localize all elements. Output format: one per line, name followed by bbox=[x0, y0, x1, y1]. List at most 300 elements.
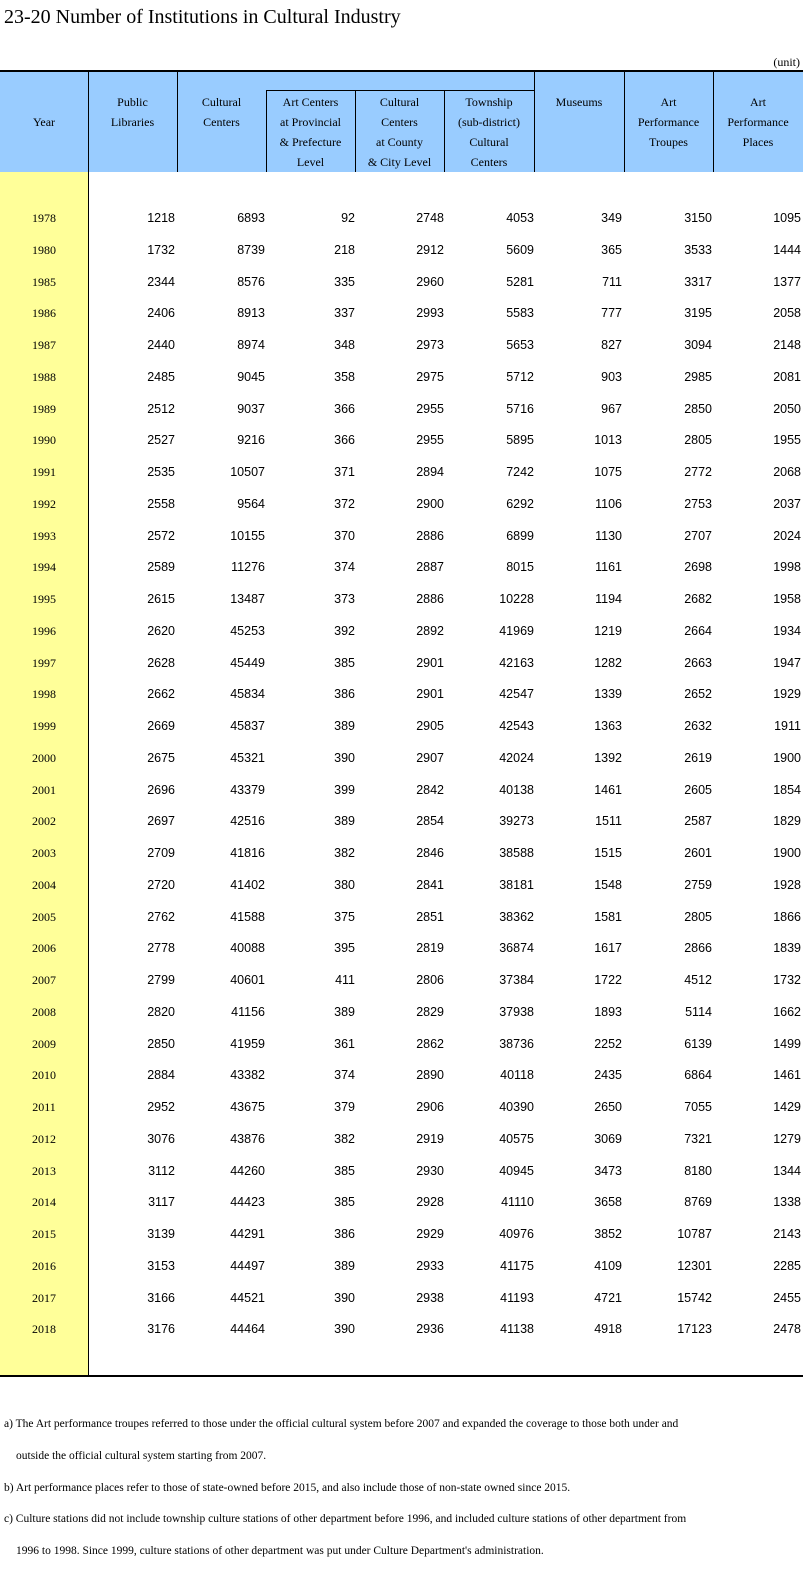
value-cell-art-performance-troupes: 2605 bbox=[684, 782, 712, 797]
table-row bbox=[0, 335, 803, 355]
column-header-line: Libraries bbox=[110, 115, 155, 129]
column-header-line: at County bbox=[376, 135, 423, 149]
year-cell: 2013 bbox=[32, 1163, 56, 1178]
table-row bbox=[0, 970, 803, 990]
column-header-line: Centers bbox=[203, 115, 240, 129]
value-cell-public-libraries: 2720 bbox=[147, 877, 175, 892]
table-row bbox=[0, 653, 803, 673]
value-cell-township-cultural-centers: 7242 bbox=[506, 465, 534, 479]
value-cell-public-libraries: 2620 bbox=[147, 623, 175, 638]
value-cell-art-centers-provincial: 337 bbox=[334, 306, 355, 321]
value-cell-museums: 1130 bbox=[595, 528, 622, 543]
value-cell-township-cultural-centers: 5895 bbox=[506, 433, 534, 448]
value-cell-art-centers-provincial: 389 bbox=[334, 719, 355, 733]
value-cell-public-libraries: 2675 bbox=[147, 750, 175, 765]
value-cell-township-cultural-centers: 8015 bbox=[506, 560, 534, 575]
value-cell-public-libraries: 1732 bbox=[147, 242, 175, 257]
value-cell-public-libraries: 3139 bbox=[147, 1227, 175, 1241]
value-cell-art-performance-troupes: 3533 bbox=[684, 242, 712, 257]
value-cell-cultural-centers-county: 2936 bbox=[416, 1322, 444, 1337]
value-cell-art-centers-provincial: 392 bbox=[334, 623, 355, 638]
value-cell-museums: 1363 bbox=[594, 719, 622, 733]
value-cell-township-cultural-centers: 5281 bbox=[506, 274, 534, 289]
value-cell-public-libraries: 2884 bbox=[147, 1068, 175, 1083]
value-cell-township-cultural-centers: 39273 bbox=[499, 814, 534, 829]
value-cell-township-cultural-centers: 42547 bbox=[499, 687, 534, 702]
value-cell-art-performance-places: 1854 bbox=[773, 782, 801, 797]
table-row bbox=[0, 303, 803, 323]
table-row bbox=[0, 684, 803, 704]
value-cell-museums: 1581 bbox=[594, 909, 622, 924]
table-bottom-rule bbox=[0, 1375, 803, 1377]
value-cell-art-performance-troupes: 15742 bbox=[677, 1290, 712, 1305]
column-header-art-centers-provincial bbox=[266, 92, 355, 172]
value-cell-art-performance-troupes: 2632 bbox=[684, 719, 712, 733]
value-cell-art-centers-provincial: 92 bbox=[341, 211, 355, 225]
value-cell-cultural-centers-county: 2892 bbox=[416, 623, 444, 638]
value-cell-art-performance-places: 2037 bbox=[773, 496, 801, 511]
value-cell-museums: 903 bbox=[601, 369, 622, 384]
value-cell-museums: 827 bbox=[601, 338, 622, 352]
value-cell-art-centers-provincial: 382 bbox=[334, 846, 355, 860]
value-cell-cultural-centers: 9216 bbox=[237, 433, 265, 448]
value-cell-cultural-centers-county: 2933 bbox=[416, 1258, 444, 1273]
value-cell-art-centers-provincial: 386 bbox=[334, 1227, 355, 1241]
value-cell-art-performance-troupes: 2866 bbox=[684, 941, 712, 956]
year-cell: 2005 bbox=[32, 909, 56, 924]
table-row bbox=[0, 780, 803, 800]
table-row bbox=[0, 462, 803, 482]
value-cell-cultural-centers: 9045 bbox=[237, 369, 265, 384]
value-cell-art-performance-places: 1338 bbox=[773, 1195, 801, 1210]
value-cell-cultural-centers: 45449 bbox=[230, 655, 265, 670]
value-cell-art-performance-places: 1344 bbox=[773, 1163, 801, 1178]
year-cell: 1990 bbox=[32, 433, 56, 448]
column-header-line: Year bbox=[32, 115, 56, 129]
value-cell-public-libraries: 2572 bbox=[147, 528, 175, 543]
value-cell-cultural-centers: 11276 bbox=[231, 560, 265, 575]
value-cell-cultural-centers: 10155 bbox=[230, 528, 265, 543]
value-cell-art-centers-provincial: 335 bbox=[334, 274, 355, 289]
value-cell-museums: 1617 bbox=[594, 941, 622, 956]
value-cell-public-libraries: 2820 bbox=[147, 1004, 175, 1019]
year-cell: 2009 bbox=[32, 1036, 56, 1051]
value-cell-museums: 3852 bbox=[594, 1227, 622, 1241]
year-cell: 2007 bbox=[32, 973, 56, 987]
value-cell-public-libraries: 2589 bbox=[147, 560, 175, 575]
value-cell-township-cultural-centers: 5653 bbox=[506, 338, 534, 352]
value-cell-public-libraries: 2558 bbox=[147, 496, 175, 511]
year-cell: 1988 bbox=[32, 369, 56, 384]
column-header-line: Centers bbox=[470, 155, 508, 169]
value-cell-public-libraries: 2799 bbox=[147, 973, 175, 987]
table-row bbox=[0, 875, 803, 895]
table-row bbox=[0, 240, 803, 260]
header-subgroup-line bbox=[266, 90, 534, 91]
value-cell-art-performance-troupes: 2698 bbox=[684, 560, 712, 575]
value-cell-cultural-centers-county: 2886 bbox=[416, 528, 444, 543]
year-cell: 1978 bbox=[32, 211, 56, 225]
value-cell-art-performance-troupes: 3150 bbox=[684, 211, 712, 225]
value-cell-public-libraries: 2344 bbox=[147, 274, 175, 289]
value-cell-public-libraries: 2527 bbox=[147, 433, 175, 448]
value-cell-museums: 3069 bbox=[594, 1131, 622, 1146]
column-header-line: Performance bbox=[727, 115, 789, 129]
value-cell-cultural-centers: 9037 bbox=[237, 401, 265, 416]
year-cell: 2017 bbox=[32, 1290, 56, 1305]
table-row bbox=[0, 716, 803, 736]
value-cell-art-performance-places: 1732 bbox=[773, 973, 801, 987]
value-cell-cultural-centers: 8974 bbox=[237, 338, 265, 352]
value-cell-art-centers-provincial: 389 bbox=[334, 1258, 355, 1273]
value-cell-township-cultural-centers: 37938 bbox=[499, 1004, 534, 1019]
value-cell-public-libraries: 2850 bbox=[147, 1036, 175, 1051]
value-cell-art-centers-provincial: 366 bbox=[334, 433, 355, 448]
value-cell-art-performance-places: 1911 bbox=[774, 719, 801, 733]
column-header-cultural-centers-county bbox=[355, 92, 444, 172]
value-cell-art-performance-places: 1499 bbox=[773, 1036, 801, 1051]
table-row bbox=[0, 557, 803, 577]
column-header-public-libraries bbox=[88, 92, 177, 132]
value-cell-cultural-centers: 41156 bbox=[231, 1004, 265, 1019]
value-cell-public-libraries: 2406 bbox=[147, 306, 175, 321]
value-cell-public-libraries: 2512 bbox=[147, 401, 175, 416]
value-cell-township-cultural-centers: 41138 bbox=[500, 1322, 534, 1337]
year-cell: 1989 bbox=[32, 401, 56, 416]
value-cell-museums: 349 bbox=[601, 211, 622, 225]
value-cell-township-cultural-centers: 41175 bbox=[500, 1258, 534, 1273]
value-cell-art-performance-troupes: 2587 bbox=[684, 814, 712, 829]
value-cell-cultural-centers-county: 2930 bbox=[416, 1163, 444, 1178]
value-cell-township-cultural-centers: 6899 bbox=[506, 528, 534, 543]
year-cell: 1998 bbox=[32, 687, 56, 702]
table-top-rule bbox=[0, 70, 803, 72]
table-row bbox=[0, 748, 803, 768]
value-cell-township-cultural-centers: 40976 bbox=[499, 1227, 534, 1241]
value-cell-township-cultural-centers: 6292 bbox=[506, 496, 534, 511]
table-row bbox=[0, 1161, 803, 1181]
value-cell-art-centers-provincial: 361 bbox=[334, 1036, 355, 1051]
year-cell: 2010 bbox=[32, 1068, 56, 1083]
value-cell-art-centers-provincial: 395 bbox=[334, 941, 355, 956]
value-cell-art-performance-troupes: 2753 bbox=[684, 496, 712, 511]
value-cell-art-centers-provincial: 390 bbox=[334, 1322, 355, 1337]
value-cell-art-performance-troupes: 2772 bbox=[684, 465, 712, 479]
value-cell-art-performance-troupes: 2759 bbox=[684, 877, 712, 892]
value-cell-public-libraries: 2669 bbox=[147, 719, 175, 733]
year-cell: 1994 bbox=[32, 560, 56, 575]
value-cell-art-performance-troupes: 7321 bbox=[684, 1131, 712, 1146]
column-header-art-performance-troupes bbox=[624, 92, 713, 152]
value-cell-public-libraries: 3176 bbox=[147, 1322, 175, 1337]
value-cell-cultural-centers-county: 2907 bbox=[416, 750, 444, 765]
table-row bbox=[0, 621, 803, 641]
value-cell-art-performance-places: 2285 bbox=[773, 1258, 801, 1273]
value-cell-art-centers-provincial: 380 bbox=[334, 877, 355, 892]
value-cell-cultural-centers-county: 2806 bbox=[416, 973, 444, 987]
table-row bbox=[0, 1129, 803, 1149]
value-cell-art-centers-provincial: 385 bbox=[334, 1163, 355, 1178]
value-cell-cultural-centers-county: 2829 bbox=[416, 1004, 444, 1019]
value-cell-art-centers-provincial: 371 bbox=[334, 465, 355, 479]
value-cell-cultural-centers-county: 2975 bbox=[416, 369, 444, 384]
value-cell-township-cultural-centers: 38362 bbox=[499, 909, 534, 924]
value-cell-museums: 2252 bbox=[594, 1036, 622, 1051]
value-cell-public-libraries: 2662 bbox=[147, 687, 175, 702]
value-cell-cultural-centers: 6893 bbox=[237, 211, 265, 225]
year-cell: 2006 bbox=[32, 941, 56, 956]
table-row bbox=[0, 1288, 803, 1308]
value-cell-art-performance-troupes: 2652 bbox=[684, 687, 712, 702]
value-cell-art-centers-provincial: 218 bbox=[334, 242, 355, 257]
value-cell-cultural-centers-county: 2819 bbox=[416, 941, 444, 956]
value-cell-museums: 1161 bbox=[595, 560, 622, 575]
value-cell-art-performance-places: 1279 bbox=[773, 1131, 801, 1146]
column-header-line: Museums bbox=[555, 95, 603, 109]
value-cell-township-cultural-centers: 42024 bbox=[499, 750, 534, 765]
value-cell-cultural-centers-county: 2938 bbox=[416, 1290, 444, 1305]
value-cell-museums: 3473 bbox=[594, 1163, 622, 1178]
value-cell-art-performance-troupes: 2664 bbox=[684, 623, 712, 638]
value-cell-township-cultural-centers: 10228 bbox=[499, 592, 534, 606]
value-cell-art-performance-places: 1958 bbox=[773, 592, 801, 606]
column-header-line: Centers bbox=[381, 115, 418, 129]
value-cell-museums: 1511 bbox=[595, 814, 622, 829]
value-cell-township-cultural-centers: 38736 bbox=[499, 1036, 534, 1051]
value-cell-art-performance-places: 1900 bbox=[773, 846, 801, 860]
value-cell-art-centers-provincial: 389 bbox=[334, 1004, 355, 1019]
page-title: 23-20 Number of Institutions in Cultural Industry bbox=[4, 6, 401, 28]
value-cell-art-centers-provincial: 379 bbox=[334, 1100, 355, 1114]
table-row bbox=[0, 399, 803, 419]
column-header-year bbox=[0, 112, 88, 132]
year-cell: 2015 bbox=[32, 1227, 56, 1241]
value-cell-art-centers-provincial: 390 bbox=[334, 750, 355, 765]
value-cell-cultural-centers-county: 2919 bbox=[416, 1131, 444, 1146]
value-cell-art-performance-places: 1829 bbox=[773, 814, 801, 829]
value-cell-cultural-centers-county: 2841 bbox=[416, 877, 444, 892]
value-cell-art-centers-provincial: 366 bbox=[334, 401, 355, 416]
value-cell-township-cultural-centers: 38588 bbox=[499, 846, 534, 860]
value-cell-township-cultural-centers: 40118 bbox=[500, 1068, 534, 1083]
value-cell-township-cultural-centers: 5716 bbox=[506, 401, 534, 416]
value-cell-museums: 1106 bbox=[595, 496, 622, 511]
column-header-line: Public bbox=[117, 95, 148, 109]
value-cell-public-libraries: 2485 bbox=[147, 369, 175, 384]
value-cell-township-cultural-centers: 5583 bbox=[506, 306, 534, 321]
value-cell-museums: 4721 bbox=[594, 1290, 622, 1305]
value-cell-cultural-centers-county: 2973 bbox=[416, 338, 444, 352]
value-cell-cultural-centers-county: 2900 bbox=[416, 496, 444, 511]
value-cell-art-centers-provincial: 348 bbox=[334, 338, 355, 352]
value-cell-museums: 365 bbox=[601, 242, 622, 257]
value-cell-cultural-centers: 9564 bbox=[237, 496, 265, 511]
table-row bbox=[0, 938, 803, 958]
value-cell-cultural-centers-county: 2748 bbox=[416, 211, 444, 225]
value-cell-township-cultural-centers: 5609 bbox=[506, 242, 534, 257]
value-cell-museums: 1722 bbox=[594, 973, 622, 987]
value-cell-cultural-centers-county: 2894 bbox=[416, 465, 444, 479]
year-cell: 1992 bbox=[32, 496, 56, 511]
value-cell-art-performance-troupes: 7055 bbox=[684, 1100, 712, 1114]
value-cell-art-performance-places: 1947 bbox=[773, 655, 801, 670]
value-cell-township-cultural-centers: 37384 bbox=[499, 973, 534, 987]
value-cell-art-centers-provincial: 375 bbox=[334, 909, 355, 924]
value-cell-art-centers-provincial: 382 bbox=[334, 1131, 355, 1146]
column-header-art-performance-places bbox=[713, 92, 803, 152]
year-cell: 2003 bbox=[32, 846, 56, 860]
year-cell: 2014 bbox=[32, 1195, 56, 1210]
value-cell-art-performance-places: 1461 bbox=[773, 1068, 801, 1083]
value-cell-museums: 1219 bbox=[594, 623, 622, 638]
value-cell-public-libraries: 2952 bbox=[147, 1100, 175, 1114]
year-cell: 2016 bbox=[32, 1258, 56, 1273]
year-cell: 1996 bbox=[32, 623, 56, 638]
year-cell: 2018 bbox=[32, 1322, 56, 1337]
value-cell-cultural-centers-county: 2993 bbox=[416, 306, 444, 321]
column-header-line: Level bbox=[296, 155, 325, 169]
value-cell-public-libraries: 3166 bbox=[147, 1290, 175, 1305]
table-row bbox=[0, 1319, 803, 1339]
value-cell-cultural-centers: 44423 bbox=[230, 1195, 265, 1210]
value-cell-cultural-centers: 41402 bbox=[230, 877, 265, 892]
column-header-line: at Provincial bbox=[280, 115, 341, 129]
value-cell-public-libraries: 2440 bbox=[147, 338, 175, 352]
footnote-a-continued: outside the official cultural system starting from 2007. bbox=[16, 1450, 267, 1462]
value-cell-public-libraries: 3076 bbox=[147, 1131, 175, 1146]
column-header-line: & City Level bbox=[367, 155, 432, 169]
value-cell-art-performance-places: 2148 bbox=[773, 338, 801, 352]
column-header-line: & Prefecture bbox=[279, 135, 342, 149]
value-cell-public-libraries: 2709 bbox=[147, 846, 175, 860]
footnote-c-continued: 1996 to 1998. Since 1999, culture stations of other department was put under Culture Department's administration. bbox=[16, 1545, 544, 1557]
value-cell-art-performance-troupes: 17123 bbox=[677, 1322, 712, 1337]
value-cell-art-performance-places: 1928 bbox=[773, 877, 801, 892]
column-header-line: Art bbox=[750, 95, 766, 109]
value-cell-cultural-centers: 43876 bbox=[230, 1131, 265, 1146]
value-cell-art-performance-troupes: 12301 bbox=[677, 1258, 712, 1273]
table-row bbox=[0, 367, 803, 387]
value-cell-art-performance-troupes: 10787 bbox=[677, 1227, 712, 1241]
value-cell-art-performance-places: 1866 bbox=[773, 909, 801, 924]
value-cell-township-cultural-centers: 41110 bbox=[501, 1195, 534, 1210]
value-cell-art-centers-provincial: 374 bbox=[334, 1068, 355, 1083]
value-cell-museums: 777 bbox=[601, 306, 622, 321]
table-row bbox=[0, 843, 803, 863]
value-cell-museums: 1548 bbox=[594, 877, 622, 892]
value-cell-cultural-centers: 43675 bbox=[230, 1100, 265, 1114]
value-cell-art-performance-troupes: 2805 bbox=[684, 909, 712, 924]
value-cell-art-performance-places: 2143 bbox=[773, 1227, 801, 1241]
value-cell-art-centers-provincial: 370 bbox=[334, 528, 355, 543]
table-row bbox=[0, 208, 803, 228]
value-cell-cultural-centers-county: 2928 bbox=[416, 1195, 444, 1210]
value-cell-cultural-centers-county: 2854 bbox=[416, 814, 444, 829]
value-cell-public-libraries: 1218 bbox=[147, 211, 175, 225]
value-cell-public-libraries: 2697 bbox=[147, 814, 175, 829]
table-row bbox=[0, 526, 803, 546]
value-cell-cultural-centers: 41588 bbox=[230, 909, 265, 924]
value-cell-cultural-centers-county: 2886 bbox=[416, 592, 444, 606]
value-cell-cultural-centers-county: 2905 bbox=[416, 719, 444, 733]
year-cell: 1997 bbox=[32, 655, 56, 670]
value-cell-public-libraries: 3112 bbox=[148, 1163, 175, 1178]
value-cell-art-performance-troupes: 3317 bbox=[684, 274, 712, 289]
value-cell-art-centers-provincial: 374 bbox=[334, 560, 355, 575]
table-row bbox=[0, 1192, 803, 1212]
column-header-line: Art bbox=[660, 95, 677, 109]
value-cell-public-libraries: 2615 bbox=[147, 592, 175, 606]
value-cell-art-performance-troupes: 2601 bbox=[684, 846, 712, 860]
value-cell-township-cultural-centers: 38181 bbox=[499, 877, 534, 892]
value-cell-art-centers-provincial: 358 bbox=[334, 369, 355, 384]
value-cell-cultural-centers: 45321 bbox=[230, 750, 265, 765]
value-cell-cultural-centers: 13487 bbox=[230, 592, 265, 606]
value-cell-cultural-centers: 44497 bbox=[230, 1258, 265, 1273]
value-cell-township-cultural-centers: 40945 bbox=[499, 1163, 534, 1178]
value-cell-art-performance-troupes: 2663 bbox=[684, 655, 712, 670]
value-cell-township-cultural-centers: 41193 bbox=[500, 1290, 534, 1305]
table-row bbox=[0, 430, 803, 450]
value-cell-cultural-centers-county: 2901 bbox=[416, 655, 444, 670]
value-cell-township-cultural-centers: 40138 bbox=[499, 782, 534, 797]
value-cell-cultural-centers: 44260 bbox=[230, 1163, 265, 1178]
value-cell-art-performance-places: 1839 bbox=[773, 941, 801, 956]
value-cell-public-libraries: 2762 bbox=[147, 909, 175, 924]
value-cell-cultural-centers: 10507 bbox=[230, 465, 265, 479]
column-header-museums bbox=[534, 92, 624, 112]
table-row bbox=[0, 589, 803, 609]
value-cell-cultural-centers-county: 2960 bbox=[416, 274, 444, 289]
value-cell-museums: 1392 bbox=[594, 750, 622, 765]
value-cell-cultural-centers-county: 2887 bbox=[416, 560, 444, 575]
year-cell: 1991 bbox=[32, 465, 56, 479]
value-cell-art-performance-troupes: 2682 bbox=[684, 592, 712, 606]
value-cell-cultural-centers: 44521 bbox=[230, 1290, 265, 1305]
value-cell-cultural-centers: 45253 bbox=[230, 623, 265, 638]
value-cell-art-performance-places: 2058 bbox=[773, 306, 801, 321]
value-cell-cultural-centers: 8576 bbox=[237, 274, 265, 289]
table-row bbox=[0, 1034, 803, 1054]
value-cell-cultural-centers-county: 2890 bbox=[416, 1068, 444, 1083]
value-cell-art-performance-troupes: 4512 bbox=[684, 973, 712, 987]
value-cell-art-performance-places: 2455 bbox=[773, 1290, 801, 1305]
value-cell-township-cultural-centers: 40575 bbox=[499, 1131, 534, 1146]
value-cell-art-performance-troupes: 2619 bbox=[684, 750, 712, 765]
year-cell: 1993 bbox=[32, 528, 56, 543]
footnote-b: b) Art performance places refer to those of state-owned before 2015, and also include those of non-state owned since 2015. bbox=[4, 1482, 571, 1494]
year-cell: 1987 bbox=[32, 338, 56, 352]
value-cell-township-cultural-centers: 36874 bbox=[499, 941, 534, 956]
year-cell: 2011 bbox=[32, 1100, 56, 1114]
year-cell: 2008 bbox=[32, 1004, 56, 1019]
value-cell-cultural-centers: 44291 bbox=[230, 1227, 265, 1241]
value-cell-art-performance-troupes: 5114 bbox=[685, 1004, 712, 1019]
value-cell-art-performance-troupes: 2985 bbox=[684, 369, 712, 384]
value-cell-art-performance-places: 1444 bbox=[773, 242, 801, 257]
value-cell-museums: 967 bbox=[601, 401, 622, 416]
value-cell-art-performance-troupes: 3094 bbox=[684, 338, 712, 352]
value-cell-museums: 1075 bbox=[594, 465, 622, 479]
value-cell-cultural-centers: 8913 bbox=[237, 306, 265, 321]
value-cell-art-performance-places: 1429 bbox=[773, 1100, 801, 1114]
year-cell: 2000 bbox=[32, 750, 56, 765]
value-cell-museums: 3658 bbox=[594, 1195, 622, 1210]
value-cell-art-performance-places: 1998 bbox=[773, 560, 801, 575]
column-header-line: Cultural bbox=[469, 135, 509, 149]
value-cell-museums: 1893 bbox=[594, 1004, 622, 1019]
value-cell-public-libraries: 2696 bbox=[147, 782, 175, 797]
